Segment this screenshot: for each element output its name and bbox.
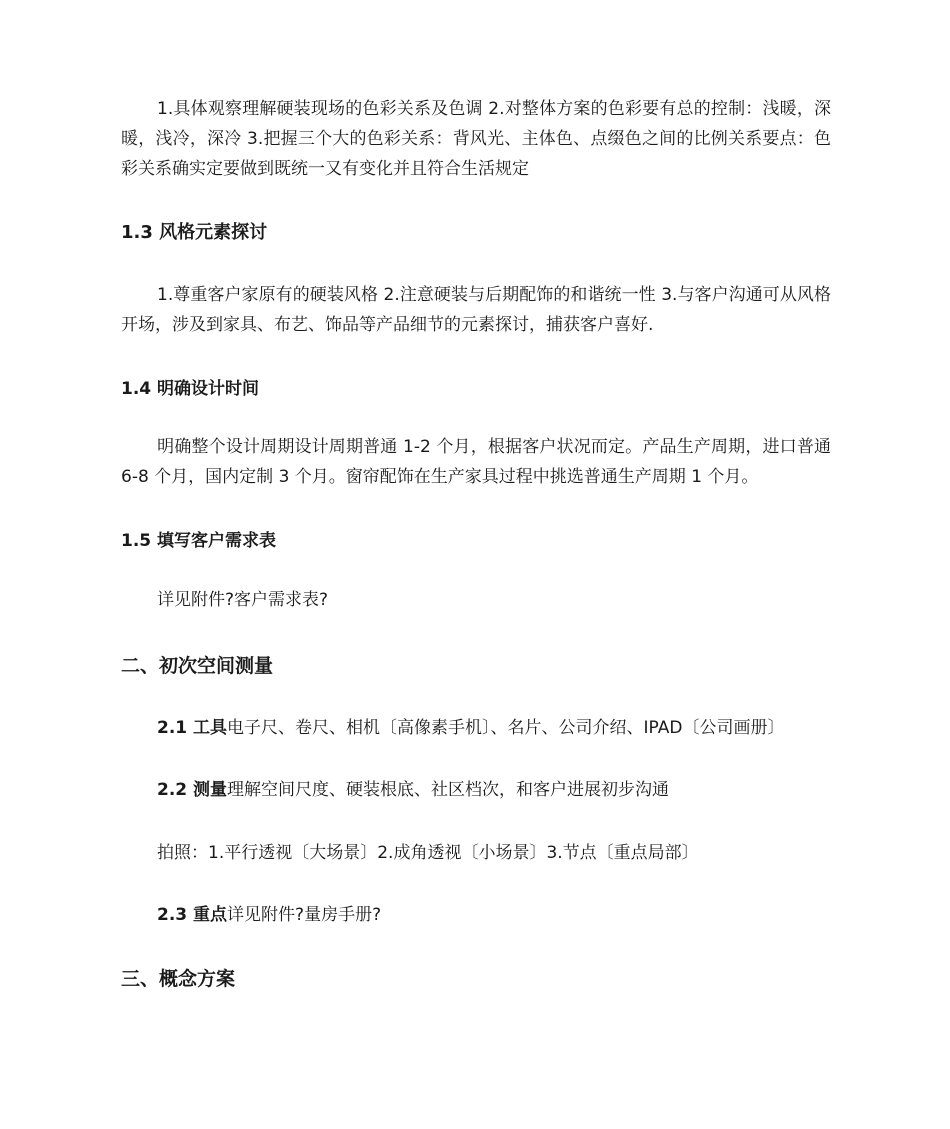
heading-1-5: 1.5 填写客户需求表	[121, 531, 277, 551]
heading-1-3: 1.3 风格元素探讨	[121, 222, 268, 243]
measurement-text: 理解空间尺度、硬装根底、社区档次，和客户进展初步沟通	[227, 780, 670, 800]
tools-text: 电子尺、卷尺、相机〔高像素手机〕、名片、公司介绍、IPAD〔公司画册〕	[227, 718, 785, 738]
measurement-label: 2.2 测量	[157, 780, 228, 800]
color-relations-paragraph	[121, 94, 831, 184]
style-elements-paragraph	[121, 280, 831, 340]
tools-item	[157, 713, 784, 743]
style-elements-text: 1.尊重客户家原有的硬装风格 2.注意硬装与后期配饰的和谐统一性 3.与客户沟通可从风格开场，涉及到家具、布艺、饰品等产品细节的元素探讨，捕获客户喜好.	[121, 285, 831, 335]
design-time-paragraph	[121, 432, 831, 492]
key-points-label: 2.3 重点	[157, 905, 228, 925]
color-relations-text: 1.具体观察理解硬装现场的色彩关系及色调 2.对整体方案的色彩要有总的控制：浅暖，深暖，浅冷，深冷 3.把握三个大的色彩关系：背风光、主体色、点缀色之间的比例关系要点：色彩关系确实定要做到既统一又有变化并且符合生活规定	[121, 99, 831, 179]
heading-section-3: 三、概念方案	[121, 968, 236, 990]
heading-1-4: 1.4 明确设计时间	[121, 379, 260, 399]
key-points-text: 详见附件?量房手册?	[227, 905, 382, 925]
design-time-text: 明确整个设计周期设计周期普通 1-2 个月，根据客户状况而定。产品生产周期，进口普通 6-8 个月，国内定制 3 个月。窗帘配饰在生产家具过程中挑选普通生产周期 1 个月。	[121, 437, 831, 487]
key-points-item	[157, 900, 381, 930]
photo-item: 拍照：1.平行透视〔大场景〕2.成角透视〔小场景〕3.节点〔重点局部〕	[157, 843, 699, 863]
heading-section-2: 二、初次空间测量	[121, 655, 274, 677]
requirements-form-text: 详见附件?客户需求表?	[157, 590, 329, 610]
tools-label: 2.1 工具	[157, 718, 228, 738]
measurement-item	[157, 775, 669, 805]
